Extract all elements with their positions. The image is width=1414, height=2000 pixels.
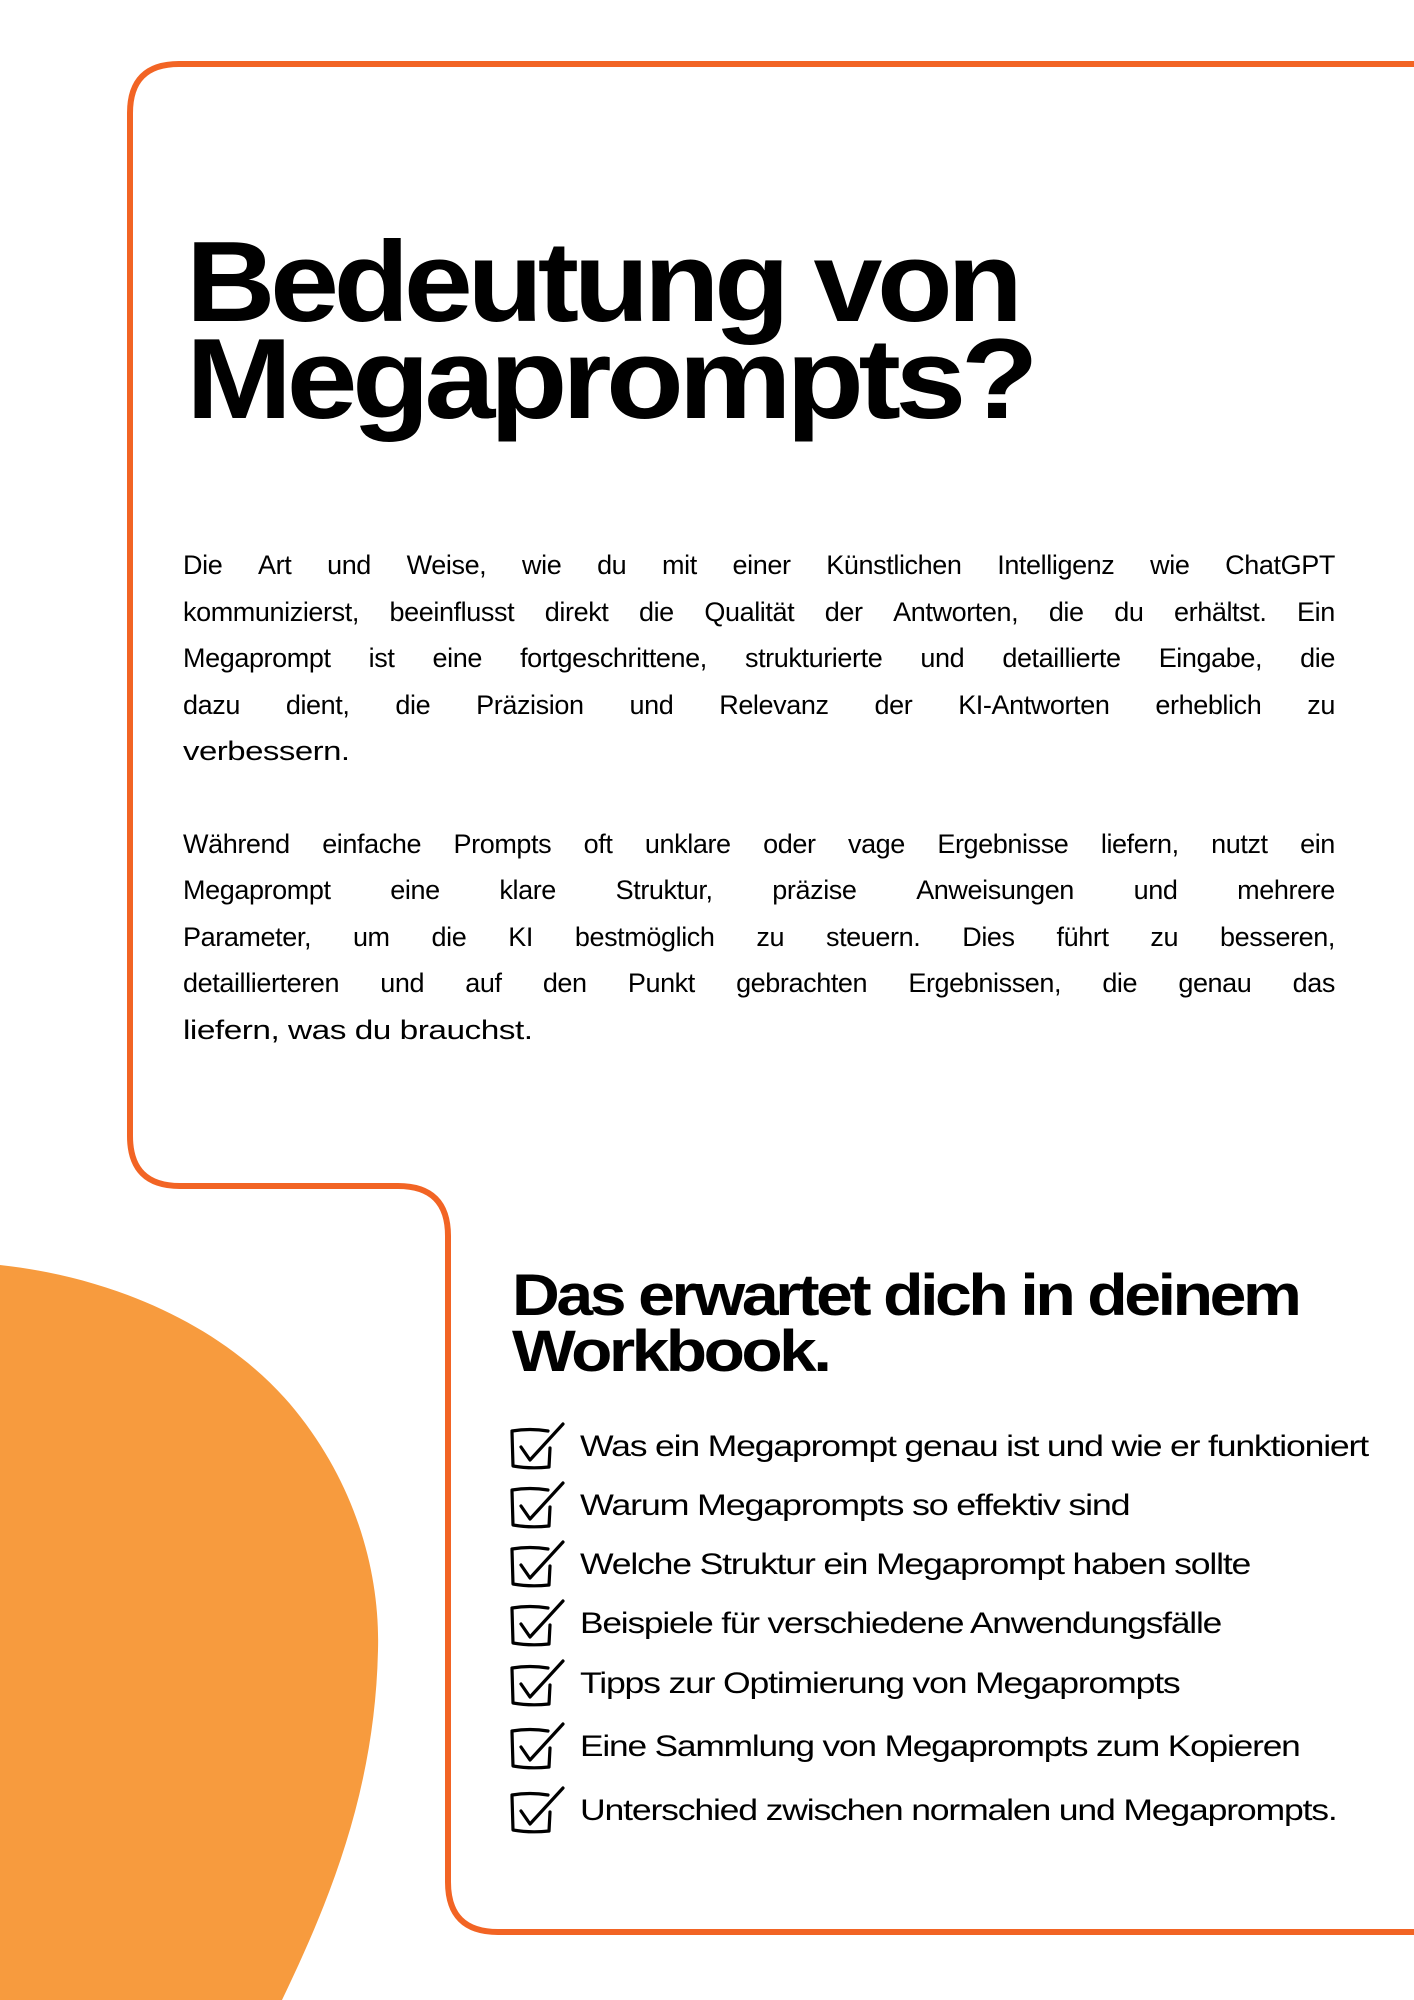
paragraph-line [183,967,1335,998]
word: das [1292,967,1335,998]
word: direkt [544,596,609,627]
word: Künstlichen [826,549,962,580]
workbook-heading-line-1: Das erwartet dich in deinem [512,1263,1299,1329]
word: Präzision [476,689,584,720]
word: um [352,921,390,952]
word: eine [390,874,440,905]
word: Weise, [406,549,487,580]
word: mehrere [1237,874,1335,905]
checkbox-checked-icon [508,1599,568,1651]
word: besseren, [1220,921,1335,952]
word: du [597,549,627,580]
word: einer [732,549,791,580]
word: dazu [183,689,240,720]
checklist-item-text: Was ein Megaprompt genau ist und wie er funktioniert [580,1430,1368,1464]
word: oder [763,828,816,859]
word: ist [368,642,395,673]
word: die [1102,967,1138,998]
word: Eingabe, [1158,642,1263,673]
word: ChatGPT [1225,549,1335,580]
word: detaillierte [1002,642,1121,673]
word: kommunizierst, [183,596,359,627]
word: Anweisungen [916,874,1074,905]
word: Relevanz [719,689,829,720]
word: den [542,967,587,998]
word: präzise [772,874,857,905]
word: strukturierte [744,642,883,673]
checklist-item-text: Tipps zur Optimierung von Megaprompts [580,1667,1180,1701]
word: der [824,596,863,627]
word: auf [465,967,502,998]
paragraph-line [183,874,1335,905]
word: und [327,549,371,580]
word: Art [258,549,292,580]
checkbox-checked-icon [508,1481,568,1533]
word: Ergebnisse [937,828,1069,859]
word: gebrachten [736,967,868,998]
word: die [1048,596,1084,627]
word: Die [183,549,223,580]
word: beeinflusst [389,596,515,627]
paragraph-line: liefern, was du brauchst. [183,1014,533,1045]
word: wie [1150,549,1190,580]
page-title-line-1: Bedeutung von [186,218,1018,346]
word: Struktur, [615,874,713,905]
word: zu [1307,689,1335,720]
paragraph-line [183,549,1335,580]
word: erhältst. [1174,596,1267,627]
word: Megaprompt [183,642,331,673]
word: fortgeschrittene, [520,642,707,673]
word: und [1133,874,1178,905]
word: Dies [962,921,1015,952]
checkbox-checked-icon [508,1659,568,1711]
word: nutzt [1211,828,1268,859]
word: wie [522,549,562,580]
word: mit [662,549,697,580]
word: Qualität [704,596,795,627]
word: der [874,689,913,720]
word: zu [1150,921,1179,952]
checkbox-checked-icon [508,1540,568,1592]
word: bestmöglich [574,921,715,952]
paragraph-line [183,596,1335,627]
word: KI [508,921,533,952]
checkbox-checked-icon [508,1722,568,1774]
word: liefern, [1100,828,1179,859]
word: steuern. [825,921,921,952]
word: und [920,642,965,673]
paragraph-line [183,828,1335,859]
word: dient, [285,689,350,720]
checklist-item-text: Welche Struktur ein Megaprompt haben sollte [580,1548,1251,1582]
word: ein [1300,828,1335,859]
orange-circle-shape [0,1265,378,2000]
paragraph-line: verbessern. [183,735,350,766]
word: Antworten, [893,596,1019,627]
word: Während [183,828,290,859]
word: Intelligenz [997,549,1115,580]
word: KI-Antworten [958,689,1110,720]
word: oft [583,828,613,859]
word: du [1114,596,1144,627]
word: die [1300,642,1335,673]
checkbox-checked-icon [508,1422,568,1474]
word: die [395,689,431,720]
workbook-heading-line-2: Workbook. [512,1319,829,1385]
word: klare [499,874,556,905]
word: detaillierteren [183,967,340,998]
page-title-line-2: Megaprompts? [186,315,1034,443]
paragraph-line [183,921,1335,952]
word: Ergebnissen, [908,967,1062,998]
checklist-item-text: Eine Sammlung von Megaprompts zum Kopieren [580,1730,1300,1764]
word: zu [756,921,785,952]
checkbox-checked-icon [508,1786,568,1838]
word: Punkt [627,967,695,998]
word: Prompts [453,828,552,859]
paragraph-line [183,689,1335,720]
checklist-item-text: Warum Megaprompts so effektiv sind [580,1489,1130,1523]
word: erheblich [1155,689,1262,720]
checklist-item-text: Beispiele für verschiedene Anwendungsfälle [580,1607,1222,1641]
word: eine [432,642,482,673]
word: einfache [322,828,422,859]
word: führt [1056,921,1109,952]
word: die [431,921,467,952]
word: und [629,689,674,720]
word: und [380,967,425,998]
paragraph-line [183,642,1335,673]
word: genau [1178,967,1252,998]
word: Ein [1297,596,1335,627]
word: vage [847,828,905,859]
word: die [638,596,674,627]
word: unklare [644,828,731,859]
word: Parameter, [183,921,312,952]
checklist-item-text: Unterschied zwischen normalen und Megaprompts. [580,1794,1337,1828]
word: Megaprompt [183,874,331,905]
